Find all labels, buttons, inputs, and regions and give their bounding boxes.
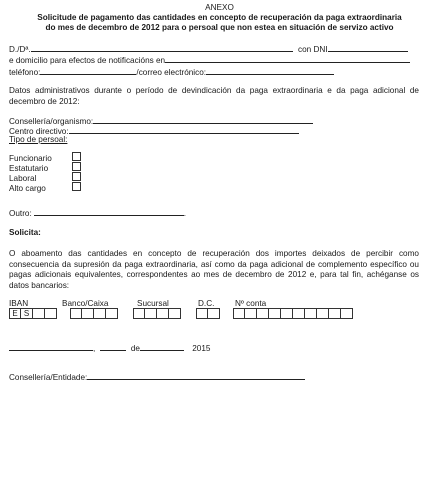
conta-cell[interactable] (257, 308, 269, 319)
sucursal-cells[interactable] (133, 308, 181, 319)
conselleria-label: Consellería/organismo: (9, 117, 94, 126)
iban-cell[interactable]: E (9, 308, 21, 319)
centro-label: Centro directivo: (9, 127, 69, 136)
centro-field[interactable] (69, 125, 299, 134)
place-field[interactable] (9, 342, 96, 353)
dni-field[interactable] (328, 43, 408, 52)
sucursal-cell[interactable] (133, 308, 145, 319)
outro-field[interactable] (34, 207, 187, 218)
solicita-text: O aboamento das cantidades en concepto de recuperación dos importes deixados de percibir como consecuencia da supresión da paga extraordinaria, así como da paga adicional de complemento específico ou pagas adicionais equivalentes, correspondentes ao mes de decembro de 2012 e, para tal fin, achéganse os datos bancarios: (9, 249, 419, 290)
sucursal-cell[interactable] (145, 308, 157, 319)
entity-field[interactable] (87, 371, 305, 380)
email-field[interactable] (206, 66, 334, 75)
funcionario-checkbox[interactable] (72, 152, 81, 161)
alto-cargo-checkbox[interactable] (72, 182, 81, 191)
iban-label: IBAN (9, 299, 29, 308)
notification-row (9, 54, 410, 66)
iban-cells[interactable] (9, 308, 57, 319)
dc-cell[interactable] (196, 308, 208, 319)
notification-address-field[interactable] (165, 54, 410, 63)
conta-cell[interactable] (293, 308, 305, 319)
dni-label: con DNI (297, 45, 328, 54)
day-field[interactable] (100, 342, 126, 351)
de-label: de (130, 344, 140, 353)
name-field[interactable] (31, 43, 293, 52)
conta-cell[interactable] (329, 308, 341, 319)
entity-label: Consellería/Entidade: (9, 373, 88, 382)
phone-field[interactable] (40, 66, 136, 75)
year-value: 2015 (192, 344, 211, 353)
conta-cell[interactable] (305, 308, 317, 319)
banco-label: Banco/Caixa (62, 299, 109, 308)
iban-cell[interactable]: S (21, 308, 33, 319)
iban-cell[interactable] (33, 308, 45, 319)
form-title-line1: Solicitude de pagamento das cantidades en concepto de recuperación da paga extraordinaria (37, 13, 402, 22)
outro-period: . (183, 209, 187, 218)
name-label: D./Dª. (9, 45, 31, 54)
form-title-line2: do mes de decembro de 2012 para o persoal que non estea en situación de servizo activo (45, 23, 394, 32)
banco-cell[interactable] (106, 308, 118, 319)
laboral-checkbox[interactable] (72, 172, 81, 181)
phone-label: teléfono: (9, 68, 41, 77)
banco-cells[interactable] (70, 308, 118, 319)
conta-label: Nº conta (235, 299, 267, 308)
tipo-laboral-label: Laboral (9, 174, 37, 183)
email-label: /correo electrónico: (136, 68, 207, 77)
solicita-heading: Solicita: (9, 228, 41, 237)
sucursal-cell[interactable] (157, 308, 169, 319)
notification-label: e domicilio para efectos de notificacións en (9, 56, 166, 65)
conselleria-field[interactable] (93, 115, 313, 124)
conta-cell[interactable] (281, 308, 293, 319)
date-row (9, 342, 210, 354)
sucursal-label: Sucursal (137, 299, 169, 308)
place-comma: , (93, 344, 96, 353)
conta-cell[interactable] (233, 308, 245, 319)
admin-intro: Datos administrativos durante o período de devindicación da paga extraordinaria e da paga adicional de decembro de 2012: (9, 86, 419, 106)
tipo-persoal-label: Tipo de persoal: (9, 135, 68, 144)
dc-label: D.C. (198, 299, 215, 308)
banco-cell[interactable] (94, 308, 106, 319)
banco-cell[interactable] (82, 308, 94, 319)
estatutario-checkbox[interactable] (72, 162, 81, 171)
tipo-alto-cargo-label: Alto cargo (9, 184, 46, 193)
dc-cell[interactable] (208, 308, 220, 319)
conta-cell[interactable] (341, 308, 353, 319)
outro-label: Outro: (9, 209, 32, 218)
iban-cell[interactable] (45, 308, 57, 319)
outro-row (9, 207, 186, 219)
banco-cell[interactable] (70, 308, 82, 319)
tipo-funcionario-label: Funcionario (9, 154, 52, 163)
sucursal-cell[interactable] (169, 308, 181, 319)
conta-cell[interactable] (269, 308, 281, 319)
month-field[interactable] (140, 342, 184, 351)
contact-row (9, 66, 334, 78)
tipo-estatutario-label: Estatutario (9, 164, 49, 173)
conta-cell[interactable] (245, 308, 257, 319)
conta-cells[interactable] (233, 308, 353, 319)
annex-label: ANEXO (205, 3, 234, 12)
conta-cell[interactable] (317, 308, 329, 319)
dc-cells[interactable] (196, 308, 220, 319)
entity-row (9, 371, 305, 383)
